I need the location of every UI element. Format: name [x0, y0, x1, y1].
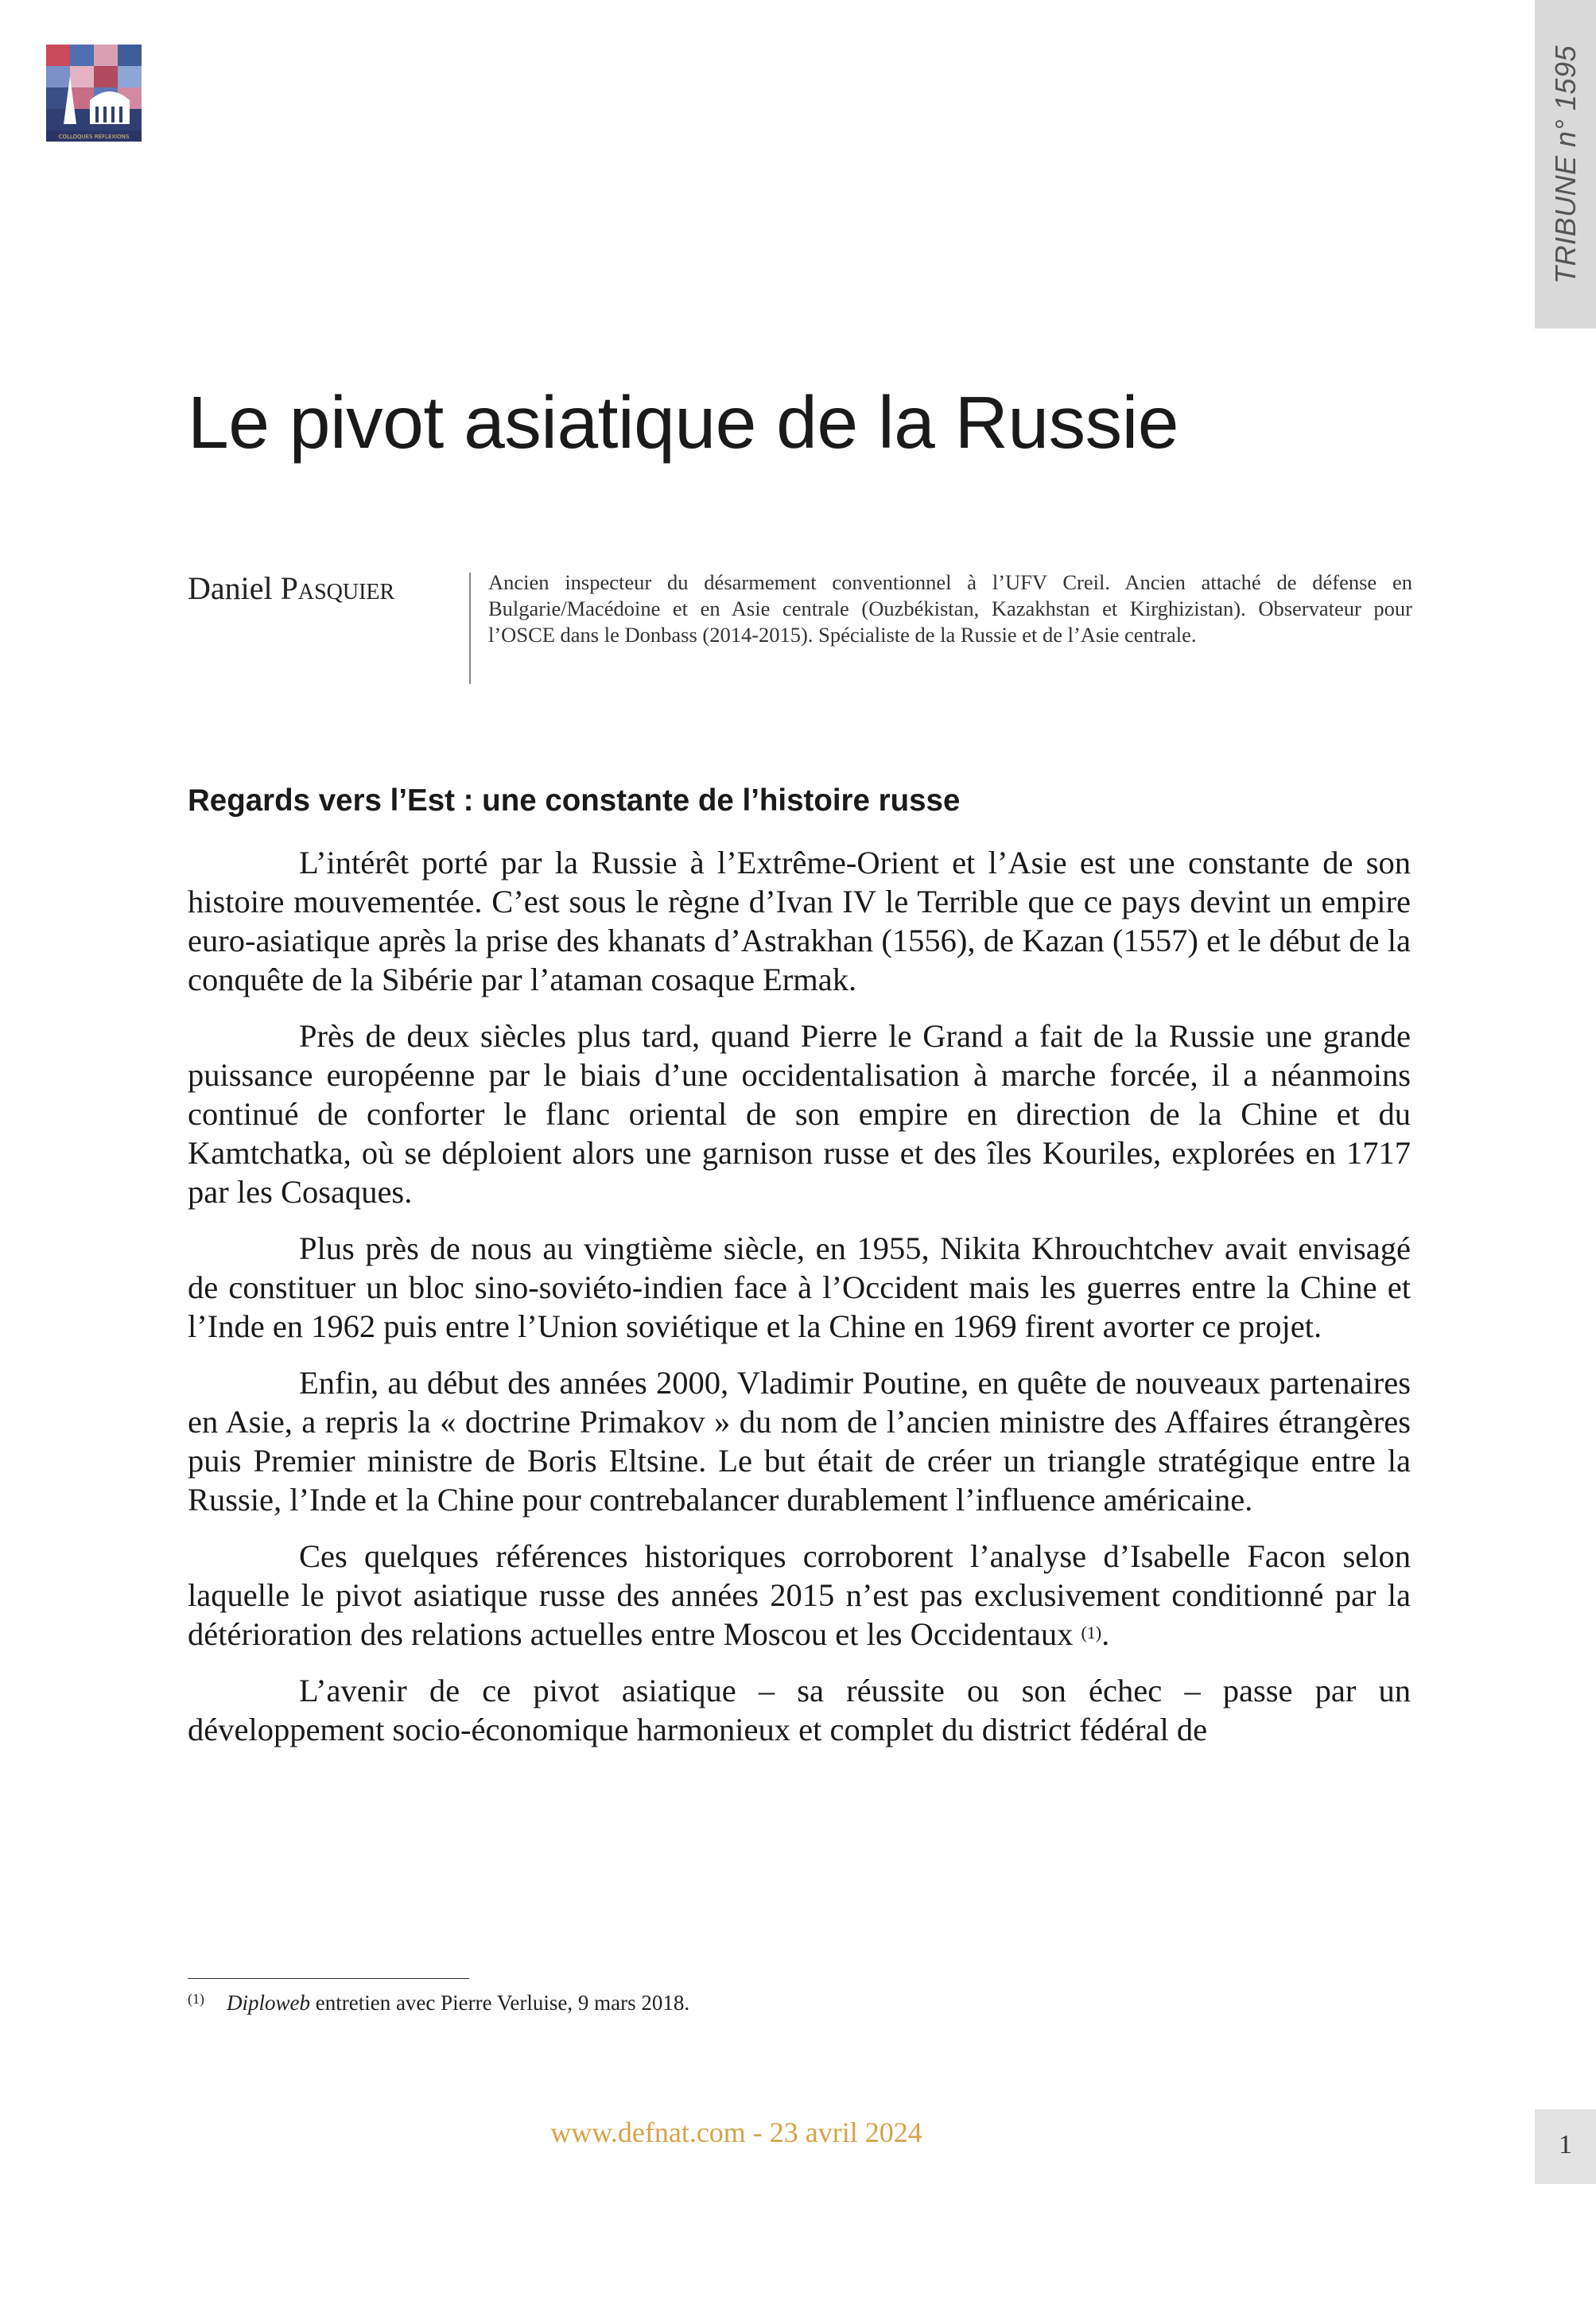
footnote-text: entretien avec Pierre Verluise, 9 mars 2018. [310, 1991, 690, 2015]
paragraph: Près de deux siècles plus tard, quand Pierre le Grand a fait de la Russie une grande puissance européenne par le biais d’une occidentalisation à marche forcée, il a néanmoins continué de conforter le flanc oriental de son empire en direction de la Chine et du Kamtchatka, où se déploient alors une garnison russe et des îles Kouriles, explorées en 1717 par les Cosaques. [188, 1018, 1411, 1210]
page-number: 1 [1559, 2130, 1572, 2159]
paragraph: Ces quelques références historiques corroborent l’analyse d’Isabelle Facon selon laquelle le pivot asiatique russe des années 2015 n’est pas exclusivement conditionné par la détérioration des relations actuelles entre Moscou et les Occidentaux $^{(1)}$. [188, 1538, 1411, 1652]
logo-image [46, 45, 142, 142]
page-title: Le pivot asiatique de la Russie [188, 381, 1179, 464]
footer-url-date[interactable]: www.defnat.com - 23 avril 2024 [550, 2116, 922, 2148]
section-heading: Regards vers l’Est : une constante de l’histoire russe [188, 783, 961, 818]
author-name [188, 569, 394, 607]
paragraph: Plus près de nous au vingtième siècle, en 1955, Nikita Khrouchtchev avait envisagé de constituer un bloc sino-soviéto-indien face à l’Occident mais les guerres entre la Chine et l’Inde en 1962 puis entre l’Union soviétique et la Chine en 1969 firent avorter ce projet. [188, 1230, 1411, 1344]
footnote-divider [188, 1978, 469, 1979]
author-bio: Ancien inspecteur du désarmement conventionnel à l’UFV Creil. Ancien attaché de défense en Bulgarie/Macédoine et en Asie centrale (Ouzbékistan, Kazakhstan et Kirghizistan). Observateur pour l’OSCE dans le Donbass (2014-2015). Spécialiste de la Russie et de l’Asie centrale. [488, 570, 1412, 647]
author-first-name: Daniel [188, 570, 281, 606]
tribune-label: TRIBUNE n° 1595 [1548, 45, 1582, 284]
logo-caption: COLLOQUES RÉFLEXIONS [58, 134, 130, 140]
paragraph: L’avenir de ce pivot asiatique – sa réussite ou son échec – passe par un développement socio-économique harmonieux et complet du district fédéral de [188, 1673, 1411, 1747]
tribune-tab [1535, 0, 1596, 328]
paragraph-text: Ces quelques références historiques corroborent l’analyse d’Isabelle Facon selon laquelle le pivot asiatique russe des années 2015 n’est pas exclusivement conditionné par la détérioration des relations actuelles entre Moscou et les Occidentaux [188, 1538, 1411, 1652]
author-last-name: Pasquier [280, 570, 395, 606]
footnote-mark: (1) [188, 1991, 204, 2007]
footnote [188, 1991, 689, 2015]
page-number-box [1535, 2109, 1596, 2184]
publication-logo [46, 45, 142, 142]
footnote-reference[interactable]: (1) [1081, 1623, 1102, 1642]
paragraph: Enfin, au début des années 2000, Vladimir Poutine, en quête de nouveaux partenaires en Asie, a repris la « doctrine Primakov » du nom de l’ancien ministre des Affaires étrangères puis Premier ministre de Boris Eltsine. Le but était de créer un triangle stratégique entre la Russie, l’Inde et la Chine pour contrebalancer durablement l’influence américaine. [188, 1365, 1411, 1518]
footnote-source: Diploweb [227, 1991, 310, 2015]
author-divider [469, 573, 471, 684]
paragraph: L’intérêt porté par la Russie à l’Extrême-Orient et l’Asie est une constante de son histoire mouvementée. C’est sous le règne d’Ivan IV le Terrible que ce pays devint un empire euro-asiatique après la prise des khanats d’Astrakhan (1556), de Kazan (1557) et le début de la conquête de la Sibérie par l’ataman cosaque Ermak. [188, 845, 1411, 997]
article-body [188, 843, 1411, 1767]
